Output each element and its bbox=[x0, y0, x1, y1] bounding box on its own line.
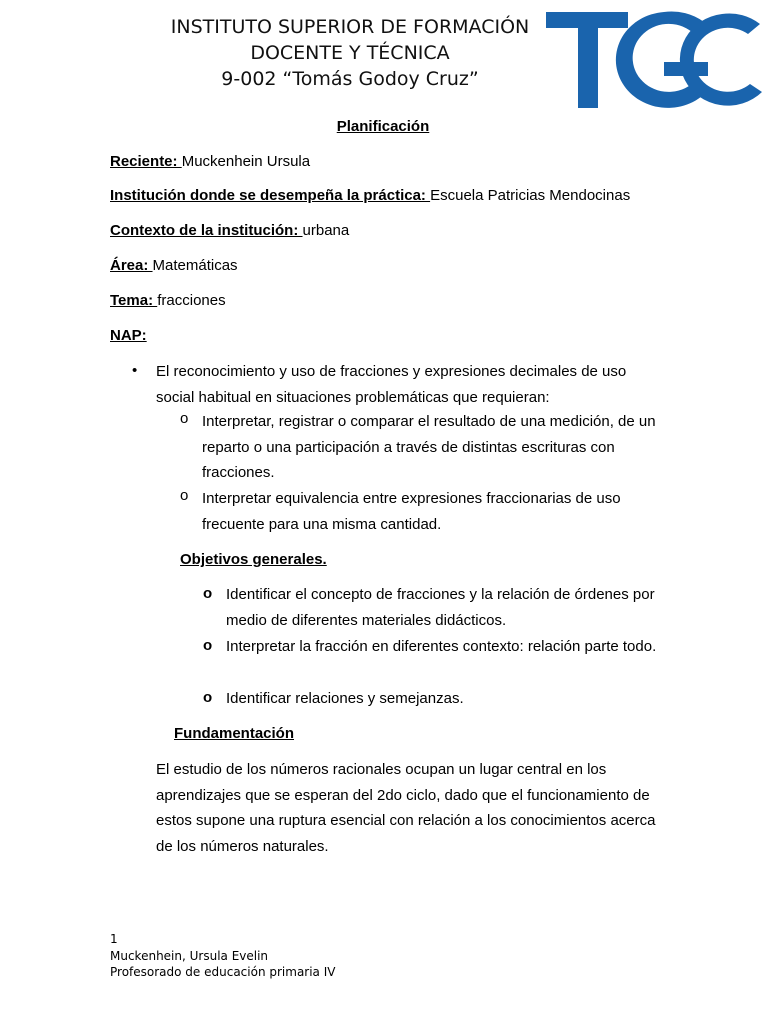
fundamentacion-text: El estudio de los números racionales ocupan un lugar central en los aprendizajes que se esperan del 2do ciclo, dado que el funcionamiento de estos supone una ruptura esencial con relación a los conocimientos acerca de los números naturales. bbox=[156, 761, 656, 855]
objetivo-item: Identificar relaciones y semejanzas. bbox=[226, 690, 464, 707]
field-label: Tema: bbox=[110, 292, 158, 309]
page-footer bbox=[110, 931, 335, 981]
header-line-1: INSTITUTO SUPERIOR DE FORMACIÓN bbox=[170, 16, 530, 38]
circle-bullet-icon: o bbox=[203, 637, 213, 654]
circle-bullet-icon: o bbox=[203, 585, 213, 602]
doc-title: Planificación bbox=[336, 118, 430, 135]
field-label: Reciente: bbox=[110, 153, 182, 170]
objetivo-item: Interpretar la fracción en diferentes contexto: relación parte todo. bbox=[226, 638, 657, 655]
nap-bullet-text: El reconocimiento y uso de fracciones y expresiones decimales de uso social habitual en situaciones problemáticas que requieran: bbox=[156, 363, 627, 406]
header-line-3: 9-002 “Tomás Godoy Cruz” bbox=[221, 68, 479, 90]
field-nap bbox=[110, 327, 147, 344]
field-value: Muckenhein Ursula bbox=[181, 153, 311, 170]
field-label: Contexto de la institución: bbox=[110, 222, 303, 239]
field-institucion bbox=[110, 187, 630, 204]
institute-header bbox=[170, 14, 530, 92]
bullet-icon: • bbox=[132, 362, 138, 379]
field-label: Institución donde se desempeña la práctica: bbox=[110, 187, 431, 204]
circle-bullet-icon: o bbox=[203, 689, 213, 706]
footer-author: Muckenhein, Ursula Evelin bbox=[110, 948, 269, 963]
field-contexto bbox=[110, 222, 349, 239]
field-label: Área: bbox=[110, 257, 153, 274]
tgc-logo bbox=[544, 6, 764, 114]
field-tema bbox=[110, 292, 226, 309]
page-number: 1 bbox=[110, 932, 118, 946]
nap-sub-item: Interpretar equivalencia entre expresiones fraccionarias de uso frecuente para una misma cantidad. bbox=[202, 490, 621, 533]
fundamentacion-title: Fundamentación bbox=[174, 725, 295, 742]
nap-sub-item: Interpretar, registrar o comparar el resultado de una medición, de un reparto o una participación a través de distintas escrituras con fracciones. bbox=[202, 413, 656, 481]
fundamentacion-heading bbox=[110, 725, 294, 742]
objetivo-item: Identificar el concepto de fracciones y la relación de órdenes por medio de diferentes materiales didácticos. bbox=[226, 586, 655, 629]
footer-course: Profesorado de educación primaria IV bbox=[110, 965, 336, 979]
field-reciente bbox=[110, 153, 310, 170]
header-line-2: DOCENTE Y TÉCNICA bbox=[250, 42, 450, 64]
field-value: fracciones bbox=[157, 292, 226, 309]
circle-bullet-icon: o bbox=[180, 410, 189, 427]
field-value: urbana bbox=[302, 222, 350, 239]
circle-bullet-icon: o bbox=[180, 487, 189, 504]
field-value: Matemáticas bbox=[152, 257, 238, 274]
field-label: NAP: bbox=[110, 327, 147, 344]
objetivos-heading: Objetivos generales. bbox=[180, 551, 327, 568]
field-value: Escuela Patricias Mendocinas bbox=[430, 187, 631, 204]
field-area bbox=[110, 257, 238, 274]
